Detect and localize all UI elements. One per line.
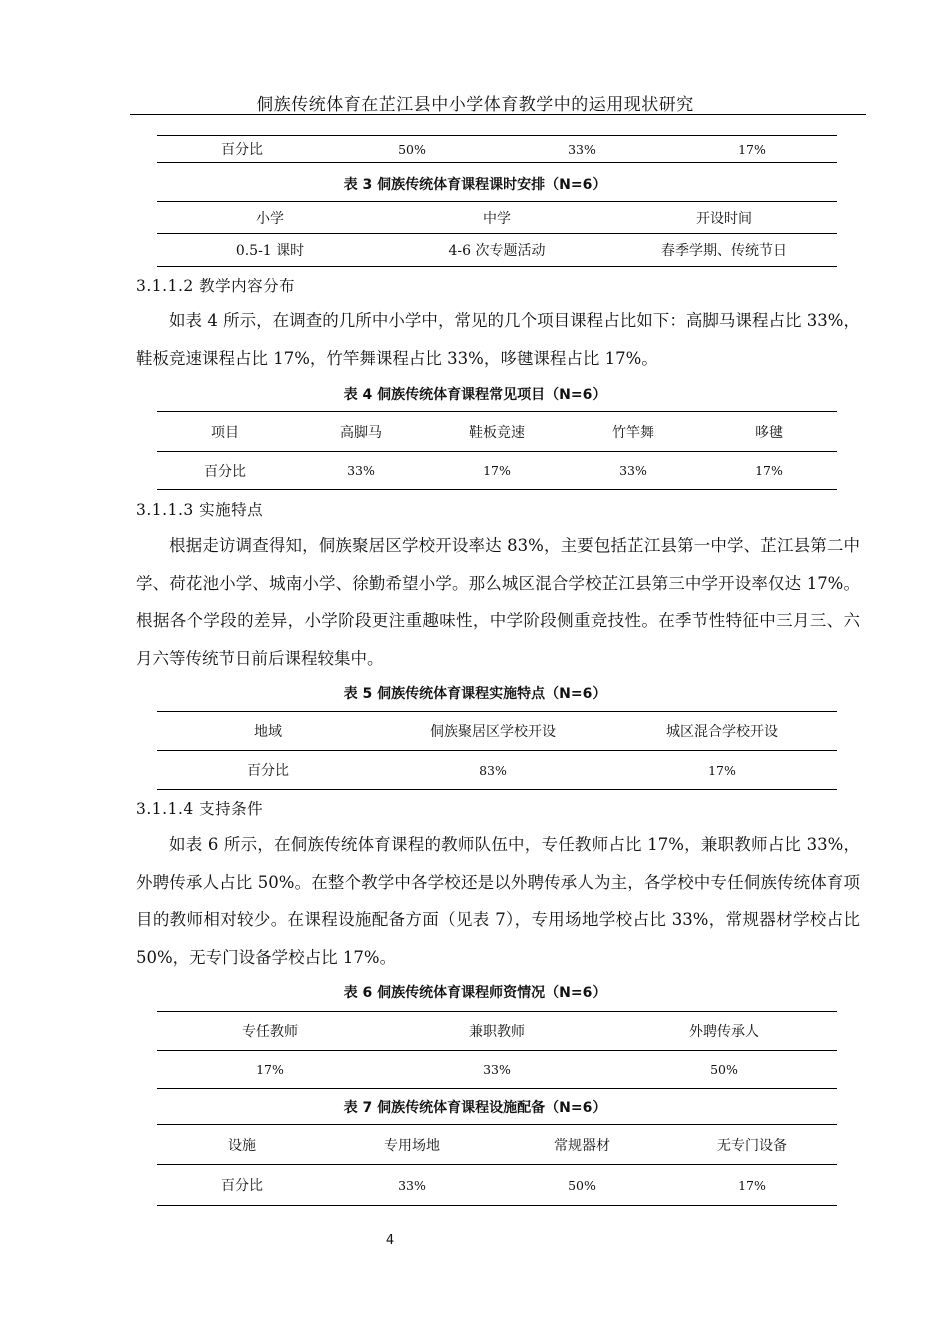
table4 [157, 411, 837, 490]
table3-caption: 表 3 侗族传统体育课程课时安排（N=6） [343, 177, 607, 193]
table6 [157, 1011, 837, 1089]
table-header-cell: 外聘传承人 [611, 1012, 837, 1051]
table-header-cell: 高脚马 [293, 412, 429, 452]
table-header-cell: 竹竿舞 [565, 412, 701, 452]
table3 [157, 201, 837, 267]
table-row [157, 1051, 837, 1089]
table6-caption: 表 6 侗族传统体育课程师资情况（N=6） [343, 985, 607, 1001]
table-cell: 百分比 [157, 136, 327, 163]
table-header-cell: 地域 [157, 712, 379, 751]
table-header-cell: 城区混合学校开设 [607, 712, 837, 751]
table-cell: 50% [611, 1051, 837, 1089]
table-header-cell: 常规器材 [497, 1125, 667, 1165]
table-cell: 17% [429, 452, 565, 490]
table-cell: 50% [327, 136, 497, 163]
header-rule [130, 114, 866, 115]
table-cell: 17% [607, 751, 837, 790]
table-cell: 33% [327, 1165, 497, 1206]
running-header: 侗族传统体育在芷江县中小学体育教学中的运用现状研究 [256, 95, 694, 115]
table-cell: 4-6 次专题活动 [383, 234, 611, 267]
table-cell: 百分比 [157, 452, 293, 490]
table-cell: 17% [667, 136, 837, 163]
table-header-row [157, 202, 837, 234]
table-cell: 17% [667, 1165, 837, 1206]
table-cell: 春季学期、传统节日 [611, 234, 837, 267]
table-cell: 百分比 [157, 1165, 327, 1206]
table-row [157, 136, 837, 163]
table-cell: 0.5-1 课时 [157, 234, 383, 267]
table-header-row [157, 412, 837, 452]
table-cell: 50% [497, 1165, 667, 1206]
body-paragraph: 如表 4 所示，在调查的几所中小学中，常见的几个项目课程占比如下：高脚马课程占比 33%，鞋板竞速课程占比 17%，竹竿舞课程占比 33%，哆毽课程占比 17%。 [136, 311, 860, 368]
section-heading: 3.1.1.2 教学内容分布 [136, 277, 296, 295]
table-continued [157, 135, 837, 163]
table-header-cell: 无专门设备 [667, 1125, 837, 1165]
table-header-cell: 兼职教师 [383, 1012, 611, 1051]
table-header-cell: 侗族聚居区学校开设 [379, 712, 607, 751]
table-row [157, 1165, 837, 1206]
table-header-cell: 设施 [157, 1125, 327, 1165]
table-header-cell: 中学 [383, 202, 611, 234]
table-cell: 33% [497, 136, 667, 163]
table-row [157, 751, 837, 790]
table4-caption: 表 4 侗族传统体育课程常见项目（N=6） [343, 387, 607, 403]
body-paragraph: 如表 6 所示，在侗族传统体育课程的教师队伍中，专任教师占比 17%，兼职教师占比 33%，外聘传承人占比 50%。在整个教学中各学校还是以外聘传承人为主，各学校中专任侗族传统体育项目的教师相对较少。在课程设施配备方面（见表 7），专用场地学校占比 33%，常规器材学校占比 50%，无专门设备学校占比 17%。 [136, 835, 860, 967]
section-heading: 3.1.1.4 支持条件 [136, 800, 264, 818]
table-cell: 百分比 [157, 751, 379, 790]
section-heading: 3.1.1.3 实施特点 [136, 501, 264, 519]
table-header-cell: 专任教师 [157, 1012, 383, 1051]
table-cell: 33% [293, 452, 429, 490]
table-row [157, 452, 837, 490]
table7-caption: 表 7 侗族传统体育课程设施配备（N=6） [343, 1100, 607, 1116]
table5-caption: 表 5 侗族传统体育课程实施特点（N=6） [343, 686, 607, 702]
table-header-row [157, 712, 837, 751]
table-header-cell: 哆毽 [701, 412, 837, 452]
table-cell: 83% [379, 751, 607, 790]
table-header-row [157, 1125, 837, 1165]
table-row [157, 234, 837, 267]
table-header-cell: 专用场地 [327, 1125, 497, 1165]
table7 [157, 1124, 837, 1206]
table-cell: 33% [383, 1051, 611, 1089]
table-cell: 17% [157, 1051, 383, 1089]
table-header-cell: 开设时间 [611, 202, 837, 234]
body-paragraph: 根据走访调查得知，侗族聚居区学校开设率达 83%，主要包括芷江县第一中学、芷江县第二中学、荷花池小学、城南小学、徐勤希望小学。那么城区混合学校芷江县第三中学开设率仅达 17%。根据各个学段的差异，小学阶段更注重趣味性，中学阶段侧重竞技性。在季节性特征中三月三、六月六等传统节日前后课程较集中。 [136, 536, 860, 668]
table-cell: 33% [565, 452, 701, 490]
table-cell: 17% [701, 452, 837, 490]
page-number: 4 [385, 1233, 395, 1248]
table-header-row [157, 1012, 837, 1051]
table-header-cell: 鞋板竞速 [429, 412, 565, 452]
table-header-cell: 项目 [157, 412, 293, 452]
table5 [157, 711, 837, 790]
table-header-cell: 小学 [157, 202, 383, 234]
